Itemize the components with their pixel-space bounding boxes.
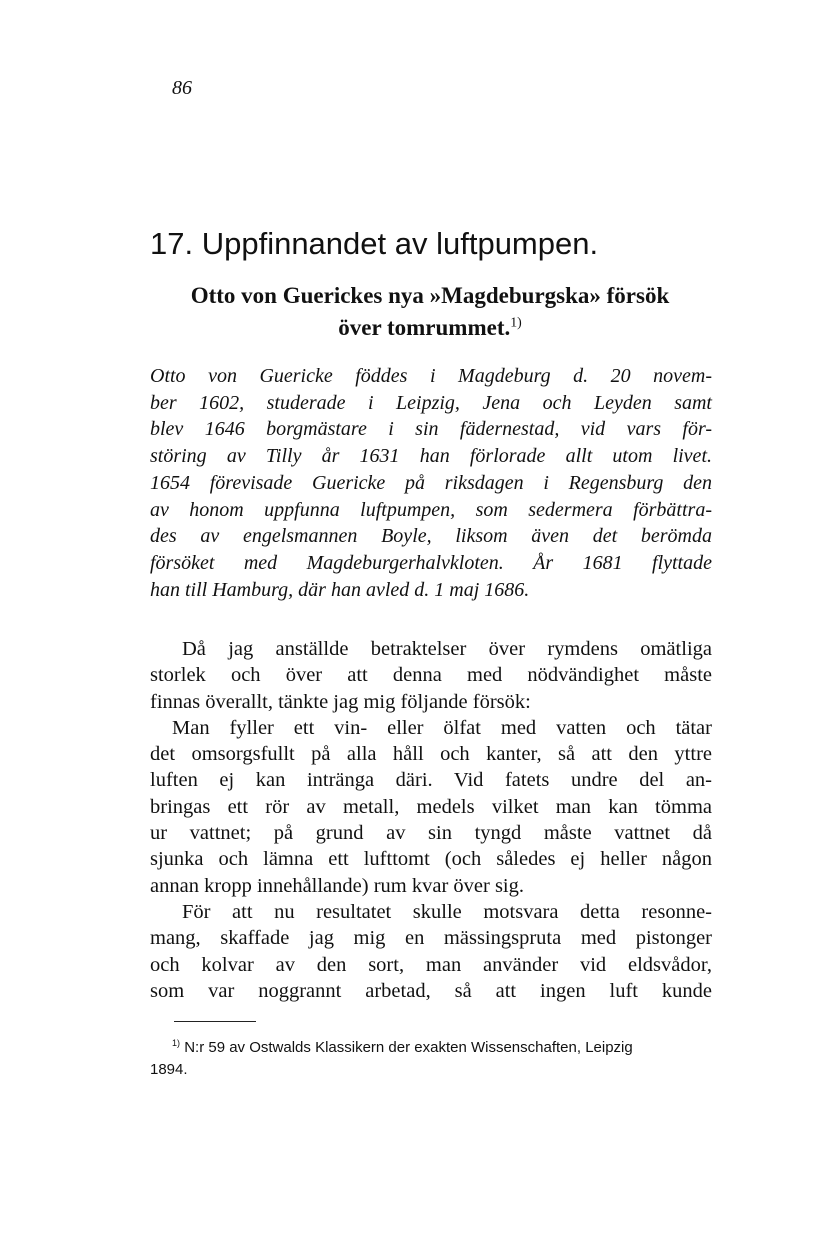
body-line: ur vattnet; på grund av sin tyngd måste vattnet då [150,822,712,845]
intro-line: han till Hamburg, där han avled d. 1 maj 1686. [150,578,530,601]
subtitle-line-1: Otto von Guerickes nya »Magdeburgska» försök [190,283,670,308]
body-text [150,636,712,1004]
footnote-line-1: N:r 59 av Ostwalds Klassikern der exakten Wissenschaften, Leipzig [184,1039,633,1056]
subtitle-line-2: över tomrummet. [338,315,511,340]
intro-line: störing av Tilly år 1631 han förlorade allt utom livet. [150,445,712,468]
body-line: finnas överallt, tänkte jag mig följande försök: [150,690,531,713]
chapter-subtitle [150,280,710,344]
body-line: det omsorgsfullt på alla håll och kanter, så att den yttre [150,743,712,766]
body-line: som var noggrannt arbetad, så att ingen luft kunde [150,979,712,1002]
body-line: Man fyller ett vin- eller ölfat med vatten och tätar [172,716,712,739]
intro-line: ber 1602, studerade i Leipzig, Jena och Leyden samt [150,391,712,414]
body-line: luften ej kan intränga däri. Vid fatets undre del an- [150,769,712,792]
body-line: mang, skaffade jag mig en mässingspruta med pistonger [150,927,712,950]
footnote-divider [174,1021,256,1022]
body-line: annan kropp innehållande) rum kvar över sig. [150,874,525,897]
chapter-title: 17. Uppfinnandet av luftpumpen. [150,226,599,261]
body-line: Då jag anställde betraktelser över rymdens omätliga [182,638,712,660]
intro-line: av honom uppfunna luftpumpen, som sedermera förbättra- [150,498,712,521]
footnote-line-2: 1894. [150,1061,188,1078]
intro-line: 1654 förevisade Guericke på riksdagen i Regensburg den [150,471,712,494]
intro-line: försöket med Magdeburgerhalvkloten. År 1681 flyttade [150,551,712,574]
page-number: 86 [172,77,192,99]
body-line: bringas ett rör av metall, medels vilket man kan tömma [150,795,712,818]
biographical-intro [150,363,712,603]
subtitle-footnote-mark: 1) [510,314,522,330]
footnote [150,1037,712,1081]
footnote-mark: 1) [172,1038,181,1048]
intro-line: Otto von Guericke föddes i Magdeburg d. 20 novem- [150,365,712,387]
intro-line: blev 1646 borgmästare i sin fädernestad, vid vars för- [150,418,712,441]
body-line: storlek och över att denna med nödvändighet måste [150,664,712,687]
body-line: och kolvar av den sort, man använder vid eldsvådor, [150,953,712,976]
intro-line: des av engelsmannen Boyle, liksom även det berömda [150,525,712,548]
body-line: För att nu resultatet skulle motsvara detta resonne- [182,900,712,923]
body-line: sjunka och lämna ett lufttomt (och således ej heller någon [150,848,712,871]
